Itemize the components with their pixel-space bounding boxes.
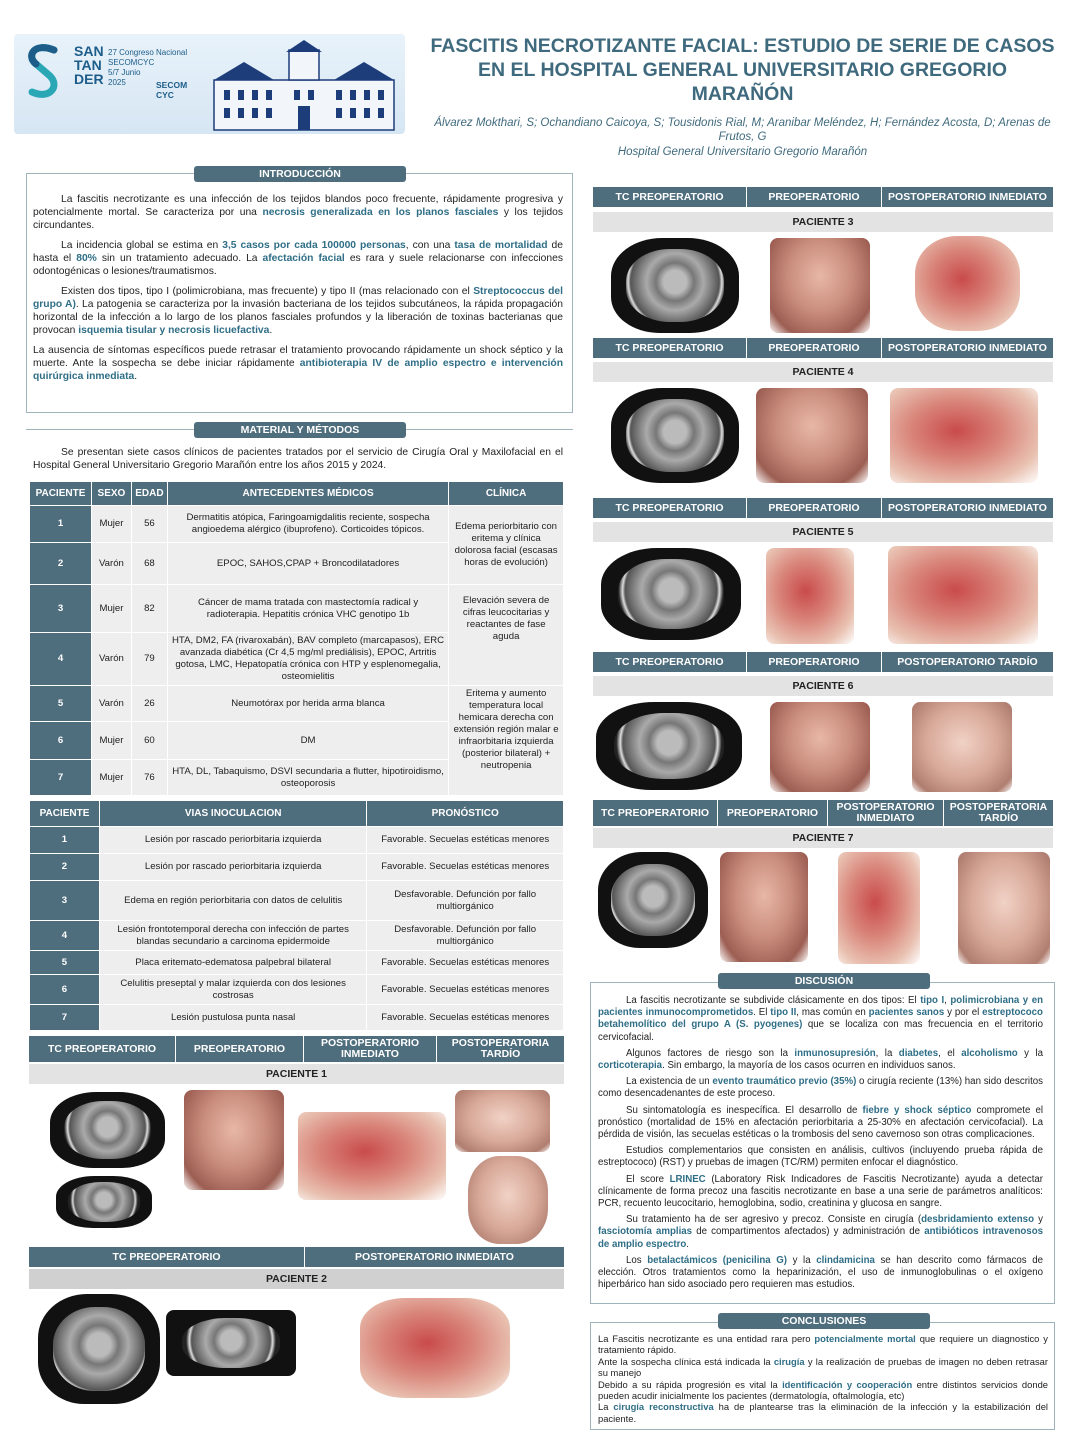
congress-dates: 5/7 Junio — [108, 68, 141, 77]
p1-preop-photo — [184, 1090, 284, 1190]
p2-postop-photo — [360, 1298, 510, 1398]
p5-gallery-header: TC PREOPERATORIO PREOPERATORIO POSTOPERATORIO INMEDIATO — [593, 498, 1053, 518]
p4-preop-photo — [756, 388, 868, 483]
congress-year: 2025 — [108, 78, 126, 87]
table-row: 3 Edema en región periorbitaria con datos de celulitis Desfavorable. Defunción por fallo multiorgánico — [30, 881, 564, 921]
th2-paciente: PACIENTE — [30, 801, 100, 827]
p6-label: PACIENTE 6 — [593, 676, 1053, 696]
building-illustration — [204, 40, 404, 134]
logo-line-3: DER — [74, 71, 104, 87]
intro-heading: INTRODUCCIÓN — [194, 166, 406, 182]
th2-vias: VIAS INOCULACION — [99, 801, 366, 827]
p1-label: PACIENTE 1 — [29, 1064, 564, 1084]
p2-label: PACIENTE 2 — [29, 1269, 564, 1289]
methods-text: Se presentan siete casos clínicos de pacientes tratados por el servicio de Cirugía Oral y Maxilofacial en el Hospital General Universitario Gregorio Marañón entre los años 2015 y 2024. — [33, 447, 563, 471]
table-row: 3 Mujer 82 Cáncer de mama tratada con mastectomía radical y radioterapia. Hepatitis crónica VHC genotipo 1b Elevación severa de cifras leucocitarias y reactantes de fase aguda — [30, 585, 564, 633]
santander-logo-icon — [24, 42, 62, 102]
p4-gallery-header: TC PREOPERATORIO PREOPERATORIO POSTOPERATORIO INMEDIATO — [593, 338, 1053, 358]
p7-postop-photo — [838, 852, 920, 964]
table-row: 7 Lesión pustulosa punta nasal Favorable. Secuelas estéticas menores — [30, 1005, 564, 1031]
secom-logo: SECOM CYC — [156, 80, 188, 100]
logo-line-1: SAN — [74, 43, 104, 59]
table-row: 4 Lesión frontotemporal derecha con infección de partes blandas secundario a carcinoma epidermoide Desfavorable. Defunción por fallo multiorgánico — [30, 921, 564, 951]
table-row: 7 Mujer 76 HTA, DL, Tabaquismo, DSVI secundaria a flutter, hipotiroidismo, osteoporosis — [30, 760, 564, 796]
p1-gallery-header: TC PREOPERATORIO PREOPERATORIO POSTOPERATORIO INMEDIATO POSTOPERATORIA TARDÍO — [29, 1036, 564, 1062]
p3-preop-photo — [770, 238, 870, 333]
clinica-cell-2: Elevación severa de cifras leucocitarias y reactantes de fase aguda — [449, 585, 564, 686]
authors: Álvarez Mokthari, S; Ochandiano Caicoya, S; Tousidonis Rial, M; Aranibar Meléndez, H; Fernández Acosta, D; Arenas de Frutos, G — [434, 117, 1051, 143]
p6-late-photo — [912, 702, 1012, 792]
table-row: 4 Varón 79 HTA, DM2, FA (rivaroxabán), BAV completo (marcapasos), ERC avanzada diabética (Cr 4,5 mg/ml prediálisis), EPOC, Artritis gotosa, LMC, Hepatopatía crónica con HTP y esplenomegalia, osteomielitis — [30, 633, 564, 686]
table-row: 2 Varón 68 EPOC, SAHOS,CPAP + Broncodilatadores — [30, 543, 564, 585]
th2-pronostico: PRONÓSTICO — [367, 801, 564, 827]
p3-ct-image — [611, 238, 739, 333]
p2-ct-image-1 — [38, 1294, 160, 1404]
p7-ct-image — [598, 852, 708, 948]
clinica-cell-1: Edema periorbitario con eritema y clínica dolorosa facial (escasas horas de evolución) — [449, 506, 564, 585]
p7-preop-photo — [720, 852, 808, 962]
inoculation-table — [29, 800, 564, 1031]
p2-gallery-header: TC PREOPERATORIO POSTOPERATORIO INMEDIATO — [29, 1247, 564, 1267]
th-paciente: PACIENTE — [30, 482, 92, 506]
p7-gallery-header: TC PREOPERATORIO PREOPERATORIO POSTOPERATORIO INMEDIATO POSTOPERATORIA TARDÍO — [593, 800, 1053, 826]
p2-ct-image-2 — [166, 1310, 296, 1376]
intro-text: La fascitis necrotizante es una infección de los tejidos blandos poco frecuente, rápidamente progresiva y potencialmente mortal. Se caracteriza por una necrosis generalizada en los planos fasciales y los tejidos circundantes. La incidencia global se estima en 3,5 casos por cada 100000 personas, con una tasa de mortalidad de hasta el 80% sin un tratamiento adecuado. La afectación facial es rara y suele relacionarse con infecciones odontogénicas o lesiones/traumatismos. Existen dos tipos, tipo I (polimicrobiana, mas frecuente) y tipo II (mas relacionado con el Streptococcus del grupo A). La patogenia se caracteriza por la invasión bacteriana de los tejidos subcutáneos, la rápida propagación horizontal de la infección a lo largo de los planos fasciales profundos y la liberación de toxinas bacterianas que provocan isquemia tisular y necrosis licuefactiva. La ausencia de síntomas específicos puede retrasar el tratamiento provocando rápidamente un shock séptico y la muerte. Ante la sospecha se debe iniciar rápidamente antibioterapia IV de amplio espectro e intervención quirúrgica inmediata. — [33, 194, 564, 382]
p1-postop-photo — [298, 1112, 446, 1200]
p6-ct-image — [596, 702, 742, 790]
p3-gallery-header: TC PREOPERATORIO PREOPERATORIO POSTOPERATORIO INMEDIATO — [593, 187, 1053, 207]
th-antecedentes: ANTECEDENTES MÉDICOS — [167, 482, 448, 506]
clinica-cell-3: Eritema y aumento temperatura local hemicara derecha con extensión región malar e infraorbitaria izquierda (posterior bilateral) + neutropenia — [449, 686, 564, 796]
p4-postop-photo — [890, 388, 1038, 483]
p1-late-photo-2 — [468, 1156, 548, 1244]
th-sexo: SEXO — [91, 482, 131, 506]
th-edad: EDAD — [131, 482, 167, 506]
table-row: 2 Lesión por rascado periorbitaria izquierda Favorable. Secuelas estéticas menores — [30, 854, 564, 881]
p7-label: PACIENTE 7 — [593, 828, 1053, 848]
conclusions-text: La Fascitis necrotizante es una entidad rara pero potencialmente mortal que requiere un diagnostico y tratamiento rápido. Ante la sospecha clínica está indicada la cirugía y la realización de pruebas de imagen no deben retrasar su manejo Debido a su rápida progresión es vital la identificación y cooperación entre distintos servicios donde pueden acudir inicialmente los pacientes (dermatología, oftalmología, etc) La cirugía reconstructiva ha de plantearse tras la eliminación de la infección y la estabilización del paciente. — [598, 1333, 1049, 1424]
discussion-heading: DISCUSIÓN — [718, 973, 930, 989]
congress-line2: SECOMCYC — [108, 58, 155, 67]
p7-late-photo — [958, 852, 1050, 964]
th-clinica: CLÍNICA — [449, 482, 564, 506]
p3-postop-photo — [915, 236, 1020, 331]
p5-ct-image — [601, 548, 741, 640]
methods-heading: MATERIAL Y MÉTODOS — [194, 422, 406, 438]
p1-late-photo-1 — [455, 1090, 550, 1152]
p4-label: PACIENTE 4 — [593, 362, 1053, 382]
p5-preop-photo — [766, 548, 854, 644]
poster-title: FASCITIS NECROTIZANTE FACIAL: ESTUDIO DE SERIE DE CASOS EN EL HOSPITAL GENERAL UNIVERSITARIO GREGORIO MARAÑÓN — [430, 35, 1055, 105]
conclusions-heading: CONCLUSIONES — [718, 1313, 930, 1329]
patients-table — [29, 481, 564, 796]
logo-line-2: TAN — [74, 57, 102, 73]
p1-ct-image-1 — [50, 1092, 165, 1168]
p5-label: PACIENTE 5 — [593, 522, 1053, 542]
table-row: 6 Celulitis preseptal y malar izquierda con dos lesiones costrosas Favorable. Secuelas estéticas menores — [30, 975, 564, 1005]
p4-ct-image — [611, 388, 739, 483]
table-row: 1 Lesión por rascado periorbitaria izquierda Favorable. Secuelas estéticas menores — [30, 827, 564, 854]
p6-gallery-header: TC PREOPERATORIO PREOPERATORIO POSTOPERATORIO TARDÍO — [593, 652, 1053, 672]
p6-preop-photo — [770, 702, 870, 792]
table-row: 6 Mujer 60 DM — [30, 722, 564, 760]
header-banner — [14, 34, 405, 134]
table-row: 5 Varón 26 Neumotórax por herida arma blanca Eritema y aumento temperatura local hemicara derecha con extensión región malar e infraorbitaria izquierda (posterior bilateral) + neutropenia — [30, 686, 564, 722]
p3-label: PACIENTE 3 — [593, 212, 1053, 232]
congress-line1: 27 Congreso Nacional — [108, 48, 188, 57]
table-row: 1 Mujer 56 Dermatitis atópica, Faringoamigdalitis reciente, sospecha angioedema alérgico (ibuprofeno). Corticoides tópicos. Edema periorbitario con eritema y clínica dolorosa facial (escasas horas de evolución) — [30, 506, 564, 543]
p1-ct-image-2 — [56, 1176, 152, 1228]
table-row: 5 Placa eritemato-edematosa palpebral bilateral Favorable. Secuelas estéticas menores — [30, 951, 564, 975]
institution: Hospital General Universitario Gregorio Marañón — [617, 146, 868, 158]
discussion-text: La fascitis necrotizante se subdivide clásicamente en dos tipos: El tipo I, polimicrobiana y en pacientes inmunocomprometidos. El tipo II, mas común en pacientes sanos y por el estreptococo betahemolítico del grupo A (S. pyogenes) que se localiza con mas frecuencia en el territorio cervicofacial. Algunos factores de riesgo son la inmunosupresión, la diabetes, el alcoholismo y la corticoterapia. Sin embargo, la mayoría de los casos ocurren en individuos sanos. La existencia de un evento traumático previo (35%) o cirugía reciente (13%) han sido descritos como desencadenantes de este proceso. Su sintomatología es inespecífica. El desarrollo de fiebre y shock séptico compromete el pronóstico (mortalidad de 15% en afectación periorbitaria a 25-30% en afectación cervicofacial). La pérdida de visión, las secuelas estéticas o la trombosis del seno cavernoso son otras complicaciones. Estudios complementarios que consisten en análisis, cultivos (incluyendo prueba rápida de estreptococo) (RST) y pruebas de imagen (TC/RM) permiten enfocar el diagnóstico. El score LRINEC (Laboratory Risk Indicadores de Fascitis Necrotizante) ayuda a detectar clínicamente de forma precoz una fascitis necrotizante en base a una serie de parámetros analíticos: PCR, recuento leucocitario, hemoglobina, sodio, creatinina y glucosa en sangre. Su tratamiento ha de ser agresivo y precoz. Consiste en cirugía (desbridamiento extenso y fasciotomía amplias de compartimentos afectados) y administración de antibióticos intravenosos de amplio espectro. Los betalactámicos (penicilina G) y la clindamicina se han descrito como fármacos de elección. Otros tratamientos como la heparinización, el uso de inmunoglobulinas o el oxígeno hiperbárico han sido asociado pero requieren mas estudios. — [598, 995, 1044, 1291]
p5-postop-photo — [888, 546, 1038, 644]
